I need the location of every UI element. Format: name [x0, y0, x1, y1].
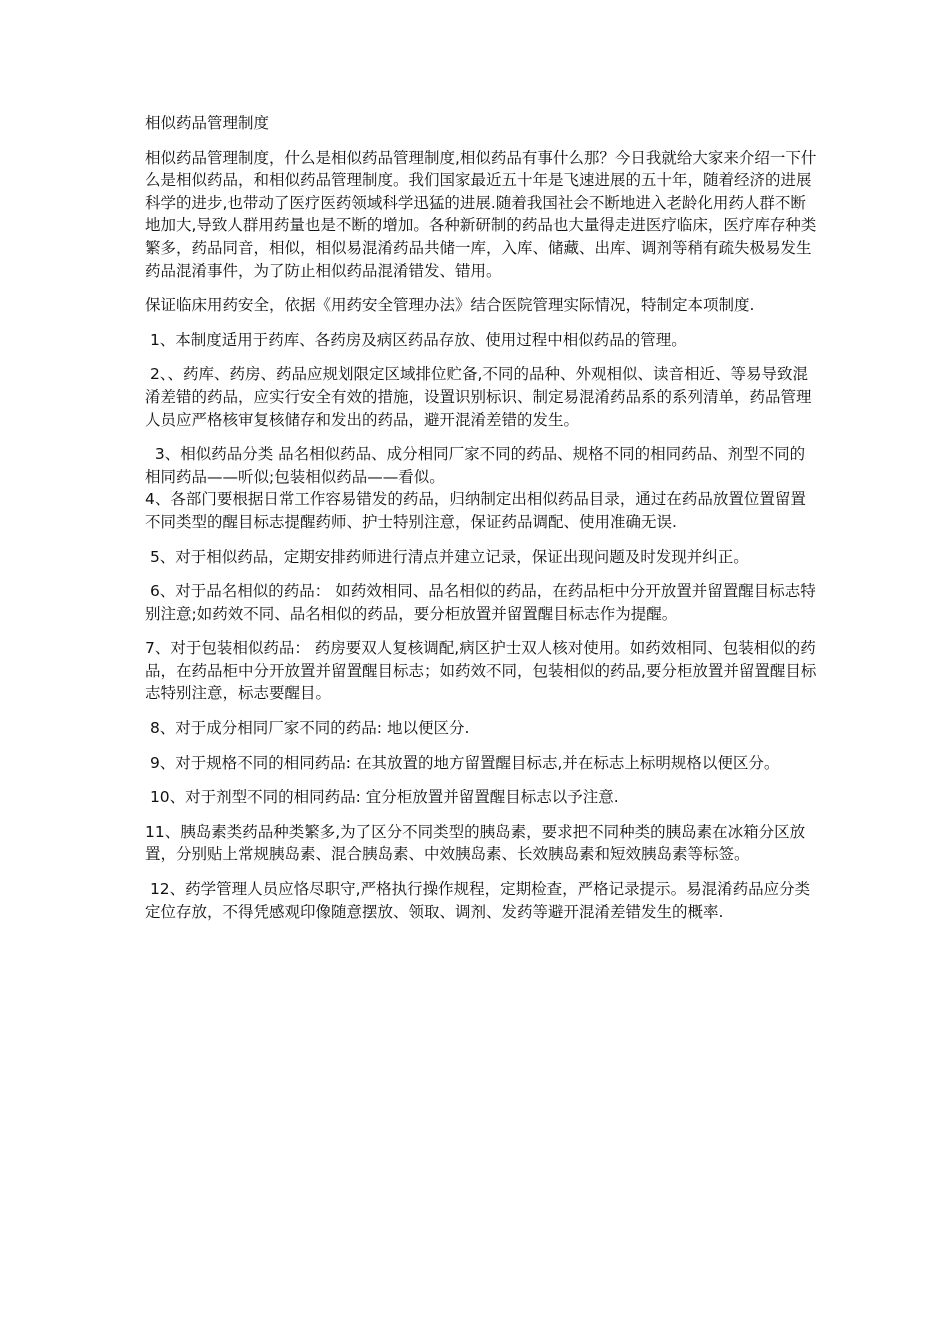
paragraph-purpose: 保证临床用药安全，依据《用药安全管理办法》结合医院管理实际情况，特制定本项制度. — [145, 296, 755, 315]
document-title: 相似药品管理制度 — [145, 114, 270, 132]
paragraph-item-5: 5、对于相似药品，定期安排药师进行清点并建立记录，保证出现问题及时发现并纠正。 — [145, 547, 749, 566]
paragraph-intro: 相似药品管理制度，什么是相似药品管理制度,相似药品有事什么那？今日我就给大家来介绍一下什么是相似药品，和相似药品管理制度。我们国家最近五十年是飞速进展的五十年，随着经济的进展科学的进步,也带动了医疗医药领域科学迅猛的进展.随着我国社会不断地进入老龄化用药人群不断地加大,导致人群用药量也是不断的增加。各种新研制的药品也大量得走进医疗临床，医疗库存种类繁多，药品同音，相似，相似易混淆药品共储一库，入库、储藏、出库、调剂等稍有疏失极易发生药品混淆事件，为了防止相似药品混淆错发、错用。 — [145, 148, 817, 280]
paragraph-item-6: 6、对于品名相似的药品： 如药效相同、品名相似的药品，在药品柜中分开放置并留置醒目标志特别注意;如药效不同、品名相似的药品，要分柜放置并留置醒目标志作为提醒。 — [145, 582, 816, 623]
paragraph-item-4: 4、各部门要根据日常工作容易错发的药品，归纳制定出相似药品目录，通过在药品放置位置留置不同类型的醒目标志提醒药师、护士特别注意，保证药品调配、使用准确无误. — [145, 490, 806, 531]
paragraph-item-11: 11、胰岛素类药品种类繁多,为了区分不同类型的胰岛素，要求把不同种类的胰岛素在冰箱分区放置，分别贴上常规胰岛素、混合胰岛素、中效胰岛素、长效胰岛素和短效胰岛素等标签。 — [145, 822, 806, 864]
paragraph-item-1: 1、本制度适用于药库、各药房及病区药品存放、使用过程中相似药品的管理。 — [145, 330, 687, 349]
paragraph-item-9: 9、对于规格不同的相同药品: 在其放置的地方留置醒目标志,并在标志上标明规格以便区分。 — [145, 753, 780, 772]
paragraph-item-3: 3、相似药品分类 品名相似药品、成分相同厂家不同的药品、规格不同的相同药品、剂型不同的相同药品——听似;包装相似药品——看似。 — [145, 445, 806, 486]
paragraph-item-7: 7、对于包装相似药品： 药房要双人复核调配,病区护士双人核对使用。如药效相同、包装相似的药品，在药品柜中分开放置并留置醒目标志；如药效不同，包装相似的药品,要分柜放置并留置醒目标志特别注意，标志要醒目。 — [145, 639, 817, 703]
document-body — [145, 112, 817, 935]
paragraph-item-10: 10、对于剂型不同的相同药品: 宜分柜放置并留置醒目标志以予注意. — [145, 788, 619, 807]
paragraph-item-8: 8、对于成分相同厂家不同的药品: 地以便区分. — [145, 719, 470, 738]
paragraph-item-2: 2、、药库、药房、药品应规划限定区域排位贮备,不同的品种、外观相似、读音相近、等易导致混淆差错的药品，应实行安全有效的措施，设置识别标识、制定易混淆药品系的系列清单，药品管理人员应严格核审复核储存和发出的药品，避开混淆差错的发生。 — [145, 365, 812, 429]
paragraph-item-12: 12、药学管理人员应恪尽职守,严格执行操作规程，定期检查，严格记录提示。易混淆药品应分类定位存放，不得凭感观印像随意摆放、领取、调剂、发药等避开混淆差错发生的概率. — [145, 880, 811, 921]
